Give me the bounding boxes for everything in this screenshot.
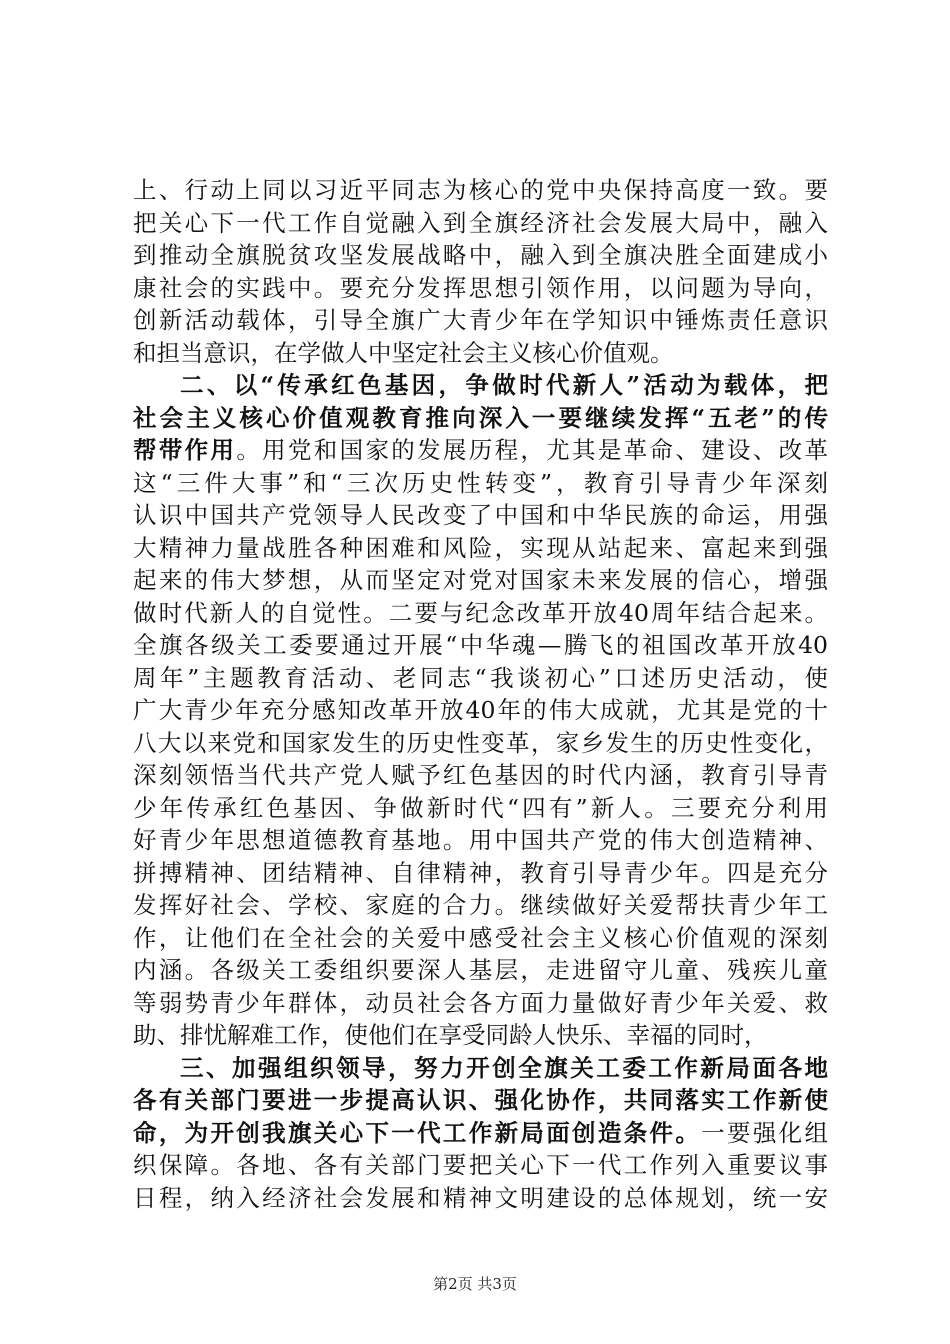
section-heading-3-cont: 各有关部门要进一步提高认识、强化协作，共同落实工作新使 bbox=[133, 1086, 828, 1114]
text-line: 把关心下一代工作自觉融入到全旗经济社会发展大局中，融入 bbox=[133, 208, 828, 237]
text-line: 深刻领悟当代共产党人赋予红色基因的时代内涵，教育引导青 bbox=[133, 761, 828, 789]
text-line: 八大以来党和国家发生的历史性变革，家乡发生的历史性变化， bbox=[133, 728, 828, 757]
text-line bbox=[133, 434, 828, 467]
text-fragment: 一要强化组 bbox=[701, 1118, 829, 1147]
text-line: 起来的伟大梦想，从而坚定对党对国家未来发展的信心，增强 bbox=[133, 566, 828, 594]
text-line: 认识中国共产党领导人民改变了中国和中华民族的命运，用强 bbox=[133, 501, 828, 529]
text-line: 好青少年思想道德教育基地。用中国共产党的伟大创造精神、 bbox=[133, 826, 828, 854]
text-line: 等弱势青少年群体，动员社会各方面力量做好青少年关爱、救 bbox=[133, 988, 828, 1017]
text-line: 广大青少年充分感知改革开放40年的伟大成就，尤其是党的十 bbox=[133, 696, 828, 724]
section-heading-2-cont: 社会主义核心价值观教育推向深入一要继续发挥“五老”的传 bbox=[133, 403, 828, 432]
text-fragment: 。用党和国家的发展历程，尤其是革命、建设、改革 bbox=[236, 436, 829, 464]
text-line: 助、排忧解难工作，使他们在享受同龄人快乐、幸福的同时， bbox=[133, 1021, 768, 1049]
text-line: 织保障。各地、各有关部门要把关心下一代工作列入重要议事 bbox=[133, 1151, 828, 1179]
bold-fragment: 帮带作用 bbox=[133, 436, 237, 464]
text-line: 大精神力量战胜各种困难和风险，实现从站起来、富起来到强 bbox=[133, 533, 828, 562]
bold-fragment: 命，为开创我旗关心下一代工作新局面创造条件。 bbox=[133, 1118, 702, 1147]
text-line: 发挥好社会、学校、家庭的合力。继续做好关爱帮扶青少年工 bbox=[133, 891, 828, 919]
text-line: 这“三件大事”和“三次历史性转变”，教育引导青少年深刻 bbox=[133, 468, 828, 497]
text-line: 创新活动载体，引导全旗广大青少年在学知识中锤炼责任意识 bbox=[133, 306, 828, 334]
text-line: 内涵。各级关工委组织要深人基层，走进留守儿童、残疾儿童 bbox=[133, 956, 828, 984]
document-body bbox=[133, 174, 828, 1214]
text-line: 拼搏精神、团结精神、自律精神，教育引导青少年。四是充分 bbox=[133, 858, 828, 887]
text-line: 全旗各级关工委要通过开展“中华魂—腾飞的祖国改革开放40 bbox=[133, 631, 828, 659]
text-line: 周年”主题教育活动、老同志“我谈初心”口述历史活动，使 bbox=[133, 663, 828, 692]
text-line: 作，让他们在全社会的关爱中感受社会主义核心价值观的深刻 bbox=[133, 923, 828, 952]
text-line: 做时代新人的自觉性。二要与纪念改革开放40周年结合起来。 bbox=[133, 598, 828, 627]
text-line bbox=[133, 1117, 828, 1150]
text-line: 少年传承红色基因、争做新时代“四有”新人。三要充分利用 bbox=[133, 793, 828, 822]
text-line: 康社会的实践中。要充分发挥思想引领作用，以问题为导向， bbox=[133, 273, 828, 302]
text-line: 日程，纳入经济社会发展和精神文明建设的总体规划，统一安 bbox=[133, 1183, 828, 1212]
page-footer: 第2页 共3页 bbox=[433, 1275, 517, 1293]
text-line: 到推动全旗脱贫攻坚发展战略中，融入到全旗决胜全面建成小 bbox=[133, 241, 828, 269]
text-line: 和担当意识，在学做人中坚定社会主义核心价值观。 bbox=[133, 338, 674, 367]
text-line: 上、行动上同以习近平同志为核心的党中央保持高度一致。要 bbox=[133, 176, 828, 204]
section-heading-2: 二、以“传承红色基因，争做时代新人”活动为载体，把 bbox=[180, 371, 828, 399]
section-heading-3: 三、加强组织领导，努力开创全旗关工委工作新局面各地 bbox=[180, 1053, 828, 1082]
